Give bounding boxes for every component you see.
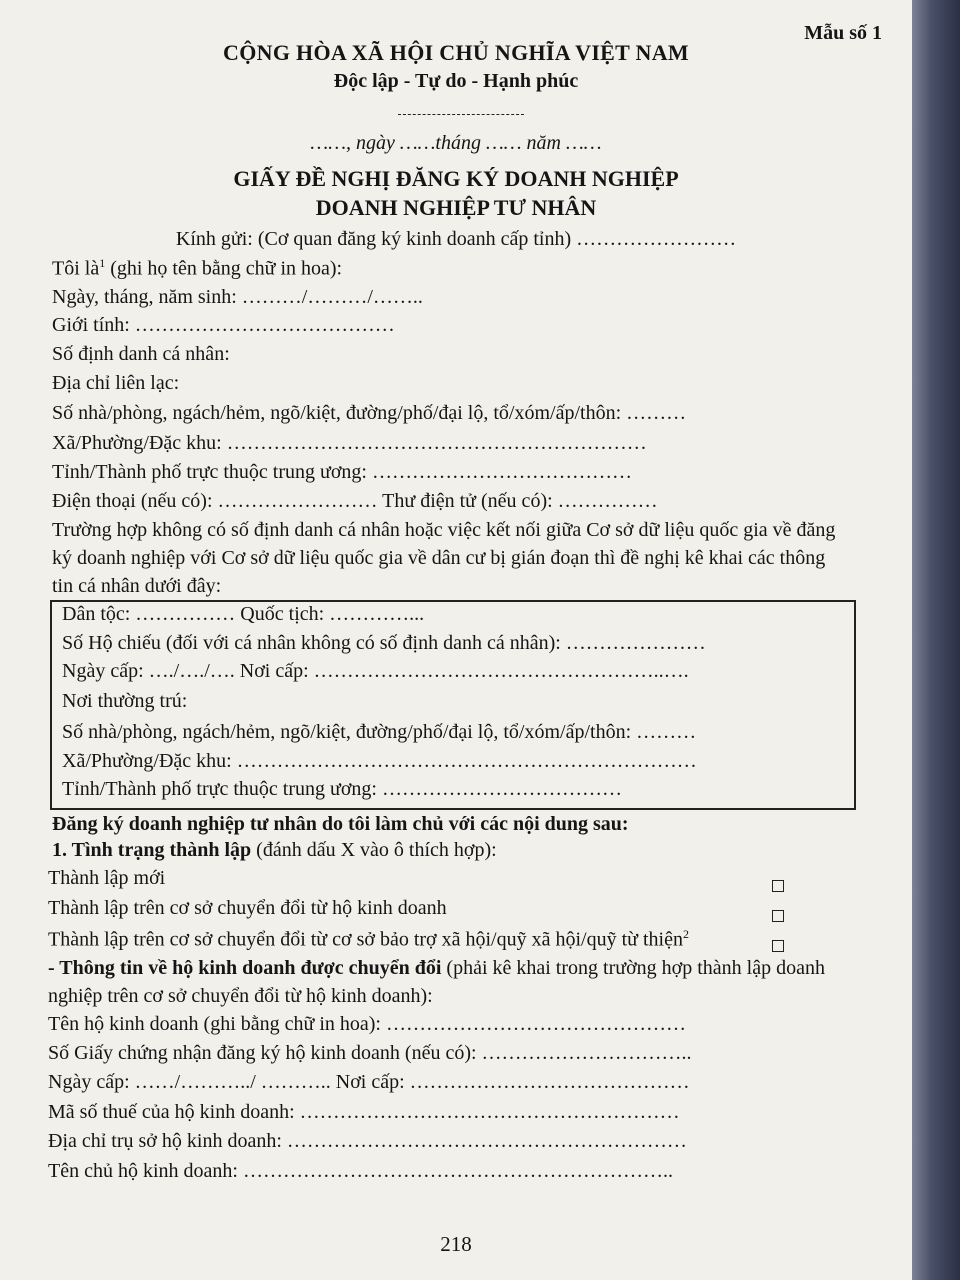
checkbox-new[interactable]: [772, 880, 784, 892]
full-name-hint: (ghi họ tên bằng chữ in hoa):: [105, 257, 343, 280]
phone-email-field[interactable]: Điện thoại (nếu có): …………………… Thư điện tử (nếu có): ……………: [52, 490, 658, 512]
registration-heading: Đăng ký doanh nghiệp tư nhân do tôi làm chủ với các nội dung sau:: [52, 813, 629, 835]
id-number-field[interactable]: Số định danh cá nhân:: [52, 343, 230, 365]
option-charity: [48, 927, 689, 952]
passport-field[interactable]: Số Hộ chiếu (đối với cá nhân không có số định danh cá nhân): …………………: [62, 632, 706, 654]
footnote-1: 1: [99, 256, 106, 270]
document-title-line1: GIẤY ĐỀ NGHỊ ĐĂNG KÝ DOANH NGHIỆP: [233, 166, 679, 191]
province-field[interactable]: Tỉnh/Thành phố trực thuộc trung ương: …………………………………: [52, 461, 632, 483]
option-new: Thành lập mới: [48, 867, 166, 889]
household-title: - Thông tin về hộ kinh doanh được chuyển đổi: [48, 957, 442, 979]
note-line-3: tin cá nhân dưới đây:: [52, 575, 222, 597]
street-field[interactable]: Số nhà/phòng, ngách/hẻm, ngõ/kiệt, đường/phố/đại lộ, tổ/xóm/ấp/thôn: ………: [52, 402, 687, 424]
household-hint: (phải kê khai trong trường hợp thành lập doanh: [441, 957, 825, 979]
recipient-line: Kính gửi: (Cơ quan đăng ký kinh doanh cấp tỉnh) ……………………: [175, 228, 737, 250]
nation-heading: CỘNG HÒA XÃ HỘI CHỦ NGHĨA VIỆT NAM: [223, 40, 689, 65]
hh-owner-field[interactable]: Tên chủ hộ kinh doanh: ………………………………………………………..: [48, 1160, 673, 1182]
ward-field[interactable]: Xã/Phường/Đặc khu: ………………………………………………………: [52, 432, 647, 454]
motto: Độc lập - Tự do - Hạnh phúc: [333, 70, 579, 92]
issue-field[interactable]: Ngày cấp: …./…./…. Nơi cấp: ……………………………………………..….: [62, 660, 689, 682]
status-heading: [52, 839, 497, 862]
motto-divider: [398, 114, 524, 115]
full-name-label: Tôi là: [52, 257, 100, 280]
page-number: 218: [440, 1232, 472, 1256]
ethnicity-field[interactable]: Dân tộc: …………… Quốc tịch: …………...: [62, 603, 425, 625]
household-hint-cont: nghiệp trên cơ sở chuyển đổi từ hộ kinh doanh):: [48, 985, 433, 1007]
box-province-field[interactable]: Tỉnh/Thành phố trực thuộc trung ương: ………………………………: [62, 778, 622, 800]
household-heading: [48, 957, 825, 980]
full-name-field[interactable]: [52, 256, 342, 281]
option-charity-label: Thành lập trên cơ sở chuyển đổi từ cơ sở bảo trợ xã hội/quỹ xã hội/quỹ từ thiện: [48, 928, 683, 951]
gender-field[interactable]: Giới tính: …………………………………: [52, 314, 395, 336]
hh-cert-field[interactable]: Số Giấy chứng nhận đăng ký hộ kinh doanh (nếu có): …………………………..: [48, 1042, 692, 1064]
hh-issue-field[interactable]: Ngày cấp: ……/………../ ……….. Nơi cấp: ……………………………………: [48, 1071, 690, 1093]
contact-address-label: Địa chỉ liên lạc:: [52, 372, 180, 394]
checkbox-household[interactable]: [772, 910, 784, 922]
hh-address-field[interactable]: Địa chỉ trụ sở hộ kinh doanh: ……………………………………………………: [48, 1130, 687, 1152]
box-street-field[interactable]: Số nhà/phòng, ngách/hẻm, ngõ/kiệt, đường/phố/đại lộ, tổ/xóm/ấp/thôn: ………: [62, 721, 697, 743]
status-title: 1. Tình trạng thành lập: [52, 839, 252, 861]
checkbox-charity[interactable]: [772, 940, 784, 952]
hh-name-field[interactable]: Tên hộ kinh doanh (ghi bằng chữ in hoa): ………………………………………: [48, 1013, 686, 1035]
status-hint: (đánh dấu X vào ô thích hợp):: [251, 839, 497, 861]
dob-field[interactable]: Ngày, tháng, năm sinh: ………/………/……..: [52, 286, 423, 308]
book-edge: [912, 0, 960, 1280]
hh-tax-field[interactable]: Mã số thuế của hộ kinh doanh: …………………………………………………: [48, 1101, 680, 1123]
note-line-1: Trường hợp không có số định danh cá nhân hoặc việc kết nối giữa Cơ sở dữ liệu quốc gia về đăng: [52, 519, 836, 541]
document-title-line2: DOANH NGHIỆP TƯ NHÂN: [315, 195, 597, 220]
footnote-2: 2: [683, 927, 689, 941]
form-number: Mẫu số 1: [804, 22, 882, 44]
residence-label: Nơi thường trú:: [62, 690, 188, 712]
option-household: Thành lập trên cơ sở chuyển đổi từ hộ kinh doanh: [48, 897, 447, 919]
note-line-2: ký doanh nghiệp với Cơ sở dữ liệu quốc gia về dân cư bị gián đoạn thì đề nghị kê khai các thông: [52, 547, 826, 569]
date-line: ……, ngày ……tháng …… năm ……: [310, 132, 602, 154]
box-ward-field[interactable]: Xã/Phường/Đặc khu: ……………………………………………………………: [62, 750, 697, 772]
